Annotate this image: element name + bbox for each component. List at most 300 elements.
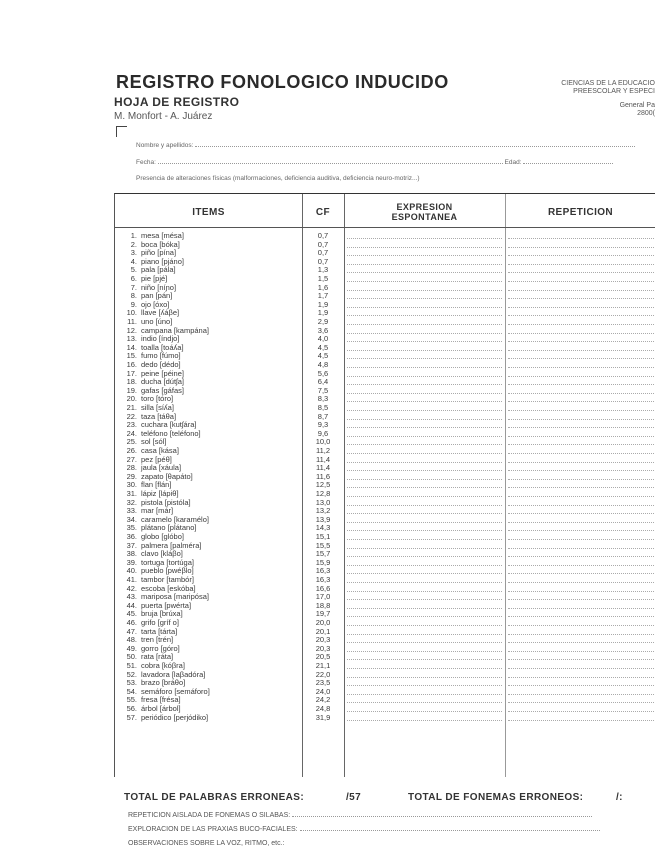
- form-corner-mark: [116, 126, 127, 137]
- expresion-entry[interactable]: [347, 341, 502, 342]
- item-cf: 12,5: [315, 480, 331, 490]
- table-row: [115, 309, 655, 318]
- repeticion-entry[interactable]: [508, 711, 654, 712]
- item-word: puerta [pwérta]: [141, 600, 192, 610]
- item-cf: 6,4: [317, 377, 329, 387]
- item-number: 11.: [127, 317, 137, 326]
- repeticion-entry[interactable]: [508, 685, 654, 686]
- table-row: [115, 567, 655, 576]
- repeticion-entry[interactable]: [508, 565, 654, 566]
- item-number: 42.: [126, 583, 137, 593]
- expresion-entry[interactable]: [347, 453, 502, 454]
- col-header-repeticion: REPETICION: [547, 207, 614, 218]
- repeticion-entry[interactable]: [508, 384, 654, 385]
- repeticion-entry[interactable]: [508, 530, 654, 531]
- publisher-line-3: General Pa: [619, 102, 655, 109]
- table-row: [115, 361, 655, 370]
- repeticion-entry[interactable]: [508, 694, 654, 695]
- repeticion-entry[interactable]: [508, 350, 654, 351]
- repeticion-entry[interactable]: [508, 616, 654, 617]
- total-fonemas-count[interactable]: /:: [616, 792, 623, 803]
- repeticion-entry[interactable]: [508, 367, 654, 368]
- table-row: [115, 610, 655, 619]
- date-age-field[interactable]: [136, 159, 655, 166]
- repeticion-entry[interactable]: [508, 264, 654, 265]
- expresion-entry[interactable]: [347, 513, 502, 514]
- item-cf: 24,2: [315, 695, 331, 705]
- item-cf: 0,7: [317, 248, 329, 258]
- item-number: 20.: [126, 394, 137, 404]
- item-word: silla [síʎa]: [141, 403, 174, 412]
- repeticion-entry[interactable]: [508, 333, 654, 334]
- expresion-entry[interactable]: [347, 608, 502, 609]
- item-number: 28.: [126, 463, 137, 473]
- table-row: [115, 714, 655, 723]
- item-cf: 10,0: [315, 437, 331, 447]
- expresion-entry[interactable]: [347, 333, 502, 334]
- repeticion-entry[interactable]: [508, 548, 654, 549]
- item-cf: 15,7: [315, 549, 331, 559]
- item-word: teléfono [teléfono]: [141, 428, 201, 438]
- publisher-line-4: 2800(: [637, 110, 655, 117]
- table-row: [115, 404, 655, 413]
- expresion-entry[interactable]: [347, 290, 502, 291]
- alterations-label: Presencia de alteraciones físicas (malformaciones, deficiencia auditiva, deficiencia neuro-motriz...): [136, 175, 420, 182]
- repeticion-entry[interactable]: [508, 599, 654, 600]
- expresion-entry[interactable]: [347, 462, 502, 463]
- repeticion-entry[interactable]: [508, 358, 654, 359]
- item-cf: 1,7: [317, 291, 329, 301]
- document-subtitle: HOJA DE REGISTRO: [114, 95, 240, 109]
- expresion-entry[interactable]: [347, 711, 502, 712]
- total-palabras-count[interactable]: /57: [346, 792, 362, 803]
- expresion-entry[interactable]: [347, 247, 502, 248]
- item-cf: 12,8: [315, 489, 331, 498]
- item-cf: 1,6: [317, 282, 329, 292]
- item-word: toalla [toáʎa]: [141, 342, 184, 352]
- expresion-entry[interactable]: [347, 677, 502, 678]
- publisher-line-1: CIENCIAS DE LA EDUCACIO: [561, 80, 655, 87]
- item-word: cuchara [kutʃára]: [141, 420, 197, 430]
- repeticion-entry[interactable]: [508, 556, 654, 557]
- table-row: [115, 576, 655, 585]
- item-word: piano [pjáno]: [141, 256, 184, 266]
- expresion-entry[interactable]: [347, 625, 502, 626]
- item-word: clavo [kláβo]: [141, 549, 183, 559]
- expresion-entry[interactable]: [347, 376, 502, 377]
- name-field[interactable]: [136, 142, 655, 149]
- item-number: 8.: [130, 291, 137, 301]
- repeticion-entry[interactable]: [508, 393, 654, 394]
- repeticion-entry[interactable]: [508, 539, 654, 540]
- expresion-entry[interactable]: [347, 384, 502, 385]
- expresion-entry[interactable]: [347, 634, 502, 635]
- repeticion-entry[interactable]: [508, 470, 654, 471]
- item-number: 6.: [130, 274, 137, 283]
- item-cf: 24,8: [315, 704, 331, 713]
- item-cf: 4,0: [317, 334, 329, 344]
- expresion-entry[interactable]: [347, 410, 502, 411]
- date-dots: [158, 163, 503, 164]
- item-number: 39.: [126, 557, 137, 567]
- item-number: 34.: [126, 514, 137, 524]
- item-cf: 0,7: [317, 231, 329, 240]
- item-number: 27.: [126, 454, 137, 464]
- table-row: [115, 352, 655, 361]
- item-number: 5.: [130, 265, 137, 275]
- item-word: mar [már]: [141, 506, 174, 516]
- item-word: dedo [dédo]: [141, 360, 181, 369]
- item-number: 30.: [126, 480, 137, 490]
- item-cf: 18,8: [315, 600, 331, 610]
- item-number: 44.: [126, 600, 137, 610]
- item-number: 13.: [126, 334, 137, 344]
- repeticion-entry[interactable]: [508, 642, 654, 643]
- repeticion-entry[interactable]: [508, 290, 654, 291]
- repeticion-entry[interactable]: [508, 608, 654, 609]
- repeticion-entry[interactable]: [508, 513, 654, 514]
- table-row: [115, 602, 655, 611]
- item-number: 25.: [126, 437, 137, 447]
- item-number: 52.: [126, 669, 137, 679]
- item-word: pie [pjé]: [141, 274, 168, 283]
- item-cf: 1,5: [317, 274, 329, 283]
- expresion-entry[interactable]: [347, 393, 502, 394]
- repeticion-entry[interactable]: [508, 591, 654, 592]
- item-cf: 9,3: [317, 420, 329, 430]
- item-word: indio [índjo]: [141, 334, 180, 344]
- item-number: 47.: [126, 626, 137, 636]
- item-number: 54.: [126, 686, 137, 696]
- expresion-entry[interactable]: [347, 367, 502, 368]
- repeticion-entry[interactable]: [508, 436, 654, 437]
- item-cf: 4,5: [317, 342, 329, 352]
- name-dots: [195, 146, 635, 147]
- item-number: 35.: [126, 523, 137, 533]
- repeticion-aislada-label: REPETICION AISLADA DE FONEMAS O SILABAS:: [128, 812, 291, 819]
- repeticion-entry[interactable]: [508, 651, 654, 652]
- item-word: casa [kása]: [141, 446, 179, 455]
- items-table: [114, 193, 655, 777]
- item-number: 55.: [126, 695, 137, 705]
- repeticion-entry[interactable]: [508, 505, 654, 506]
- item-cf: 31,9: [315, 712, 331, 722]
- expresion-entry[interactable]: [347, 307, 502, 308]
- repeticion-entry[interactable]: [508, 720, 654, 721]
- col-header-expresion: [344, 202, 505, 222]
- expresion-entry[interactable]: [347, 419, 502, 420]
- table-row: [115, 653, 655, 662]
- item-word: pueblo [pwéβlo]: [141, 566, 194, 576]
- repeticion-entry[interactable]: [508, 341, 654, 342]
- table-row: [115, 559, 655, 568]
- repeticion-entry[interactable]: [508, 272, 654, 273]
- table-row: [115, 395, 655, 404]
- table-row: [115, 438, 655, 447]
- item-word: semáforo [semáforo]: [141, 686, 210, 696]
- item-word: mesa [mésa]: [141, 231, 184, 240]
- item-word: periódico [perjódiko]: [141, 712, 209, 722]
- repeticion-entry[interactable]: [508, 281, 654, 282]
- item-number: 1.: [130, 231, 137, 240]
- repeticion-entry[interactable]: [508, 479, 654, 480]
- item-number: 9.: [130, 299, 137, 309]
- expresion-entry[interactable]: [347, 530, 502, 531]
- repeticion-entry[interactable]: [508, 324, 654, 325]
- item-number: 24.: [126, 428, 137, 438]
- item-number: 18.: [126, 377, 137, 387]
- expresion-entry[interactable]: [347, 401, 502, 402]
- expresion-entry[interactable]: [347, 324, 502, 325]
- repeticion-entry[interactable]: [508, 522, 654, 523]
- observaciones-field[interactable]: [128, 840, 655, 847]
- repeticion-entry[interactable]: [508, 307, 654, 308]
- item-cf: 0,7: [317, 256, 329, 266]
- expresion-entry[interactable]: [347, 427, 502, 428]
- item-number: 49.: [126, 643, 137, 653]
- item-number: 23.: [126, 420, 137, 430]
- repeticion-entry[interactable]: [508, 401, 654, 402]
- expresion-entry[interactable]: [347, 264, 502, 265]
- repeticion-entry[interactable]: [508, 238, 654, 239]
- col-header-expresion-line1: EXPRESION: [396, 202, 453, 212]
- item-number: 29.: [126, 471, 137, 481]
- item-cf: 17,0: [315, 592, 331, 602]
- item-cf: 2,9: [317, 317, 329, 326]
- table-row: [115, 473, 655, 482]
- table-row: [115, 490, 655, 499]
- item-word: cobra [kóβra]: [141, 661, 185, 670]
- repeticion-entry[interactable]: [508, 487, 654, 488]
- document-title: REGISTRO FONOLOGICO INDUCIDO: [116, 72, 449, 92]
- table-row: [115, 619, 655, 628]
- table-row: [115, 430, 655, 439]
- expresion-entry[interactable]: [347, 238, 502, 239]
- item-number: 45.: [126, 609, 137, 619]
- item-cf: 24,0: [315, 686, 331, 696]
- item-number: 41.: [126, 575, 137, 584]
- table-row: [115, 628, 655, 637]
- item-word: lápiz [lápiθ]: [141, 489, 179, 498]
- item-word: rata [ráta]: [141, 652, 174, 662]
- item-cf: 20,1: [315, 626, 331, 636]
- expresion-entry[interactable]: [347, 659, 502, 660]
- alterations-field[interactable]: [136, 175, 655, 182]
- repeticion-entry[interactable]: [508, 419, 654, 420]
- item-number: 15.: [126, 351, 137, 361]
- table-row: [115, 542, 655, 551]
- item-number: 43.: [126, 592, 137, 602]
- repeticion-entry[interactable]: [508, 444, 654, 445]
- table-row: [115, 481, 655, 490]
- item-word: campana [kampána]: [141, 325, 209, 335]
- item-number: 51.: [126, 661, 137, 670]
- item-cf: 15,1: [315, 532, 331, 541]
- expresion-entry[interactable]: [347, 522, 502, 523]
- item-word: tortuga [tortúga]: [141, 557, 194, 567]
- expresion-entry[interactable]: [347, 591, 502, 592]
- expresion-entry[interactable]: [347, 272, 502, 273]
- item-cf: 23,5: [315, 678, 331, 688]
- item-word: plátano [plátano]: [141, 523, 197, 533]
- repeticion-entry[interactable]: [508, 677, 654, 678]
- item-word: taza [táθa]: [141, 411, 177, 421]
- repeticion-entry[interactable]: [508, 496, 654, 497]
- table-row: [115, 241, 655, 250]
- name-label: Nombre y apellidos:: [136, 142, 194, 149]
- table-row: [115, 524, 655, 533]
- expresion-entry[interactable]: [347, 720, 502, 721]
- item-cf: 16,6: [315, 583, 331, 593]
- expresion-entry[interactable]: [347, 539, 502, 540]
- item-word: llave [ʎáβe]: [141, 308, 180, 318]
- repeticion-entry[interactable]: [508, 462, 654, 463]
- repeticion-entry[interactable]: [508, 376, 654, 377]
- expresion-entry[interactable]: [347, 487, 502, 488]
- praxias-field[interactable]: [128, 826, 655, 833]
- repeticion-aislada-dots: [292, 816, 592, 817]
- expresion-entry[interactable]: [347, 479, 502, 480]
- table-row: [115, 593, 655, 602]
- item-word: gafas [gáfas]: [141, 385, 184, 395]
- table-row: [115, 266, 655, 275]
- item-word: tambor [tambór]: [141, 575, 194, 584]
- item-word: escoba [eskóba]: [141, 583, 196, 593]
- table-row: [115, 671, 655, 680]
- repeticion-entry[interactable]: [508, 453, 654, 454]
- repeticion-entry[interactable]: [508, 255, 654, 256]
- repeticion-entry[interactable]: [508, 668, 654, 669]
- expresion-entry[interactable]: [347, 694, 502, 695]
- item-number: 12.: [126, 325, 137, 335]
- table-row: [115, 232, 655, 241]
- item-number: 33.: [126, 506, 137, 516]
- item-cf: 8,5: [317, 403, 329, 412]
- item-word: uno [úno]: [141, 317, 173, 326]
- item-number: 14.: [126, 342, 137, 352]
- item-cf: 1,9: [317, 308, 329, 318]
- expresion-entry[interactable]: [347, 573, 502, 574]
- expresion-entry[interactable]: [347, 548, 502, 549]
- authors: M. Monfort - A. Juárez: [114, 111, 213, 122]
- repeticion-entry[interactable]: [508, 410, 654, 411]
- expresion-entry[interactable]: [347, 315, 502, 316]
- item-cf: 16,3: [315, 566, 331, 576]
- expresion-entry[interactable]: [347, 582, 502, 583]
- item-word: grifo [gríf o]: [141, 618, 179, 627]
- item-cf: 16,3: [315, 575, 331, 584]
- expresion-entry[interactable]: [347, 350, 502, 351]
- repeticion-entry[interactable]: [508, 315, 654, 316]
- item-cf: 20,3: [315, 635, 331, 645]
- item-cf: 8,3: [317, 394, 329, 404]
- table-row: [115, 550, 655, 559]
- repeticion-entry[interactable]: [508, 573, 654, 574]
- repeticion-entry[interactable]: [508, 702, 654, 703]
- repeticion-aislada-field[interactable]: [128, 812, 655, 819]
- item-word: caramelo [karamélo]: [141, 514, 209, 524]
- table-row: [115, 636, 655, 645]
- repeticion-entry[interactable]: [508, 659, 654, 660]
- expresion-entry[interactable]: [347, 255, 502, 256]
- expresion-entry[interactable]: [347, 651, 502, 652]
- table-row: [115, 456, 655, 465]
- item-number: 26.: [126, 446, 137, 455]
- observaciones-label: OBSERVACIONES SOBRE LA VOZ, RITMO, etc.:: [128, 840, 285, 847]
- item-number: 7.: [130, 282, 137, 292]
- item-number: 31.: [126, 489, 137, 498]
- expresion-entry[interactable]: [347, 556, 502, 557]
- repeticion-entry[interactable]: [508, 247, 654, 248]
- item-number: 46.: [126, 618, 137, 627]
- item-number: 57.: [126, 712, 137, 722]
- item-number: 4.: [130, 256, 137, 266]
- expresion-entry[interactable]: [347, 642, 502, 643]
- expresion-entry[interactable]: [347, 565, 502, 566]
- item-cf: 13,9: [315, 514, 331, 524]
- item-cf: 4,5: [317, 351, 329, 361]
- expresion-entry[interactable]: [347, 436, 502, 437]
- repeticion-entry[interactable]: [508, 298, 654, 299]
- item-cf: 20,3: [315, 643, 331, 653]
- item-word: bruja [brúxa]: [141, 609, 183, 619]
- item-number: 19.: [126, 385, 137, 395]
- item-word: fresa [frésa]: [141, 695, 181, 705]
- expresion-entry[interactable]: [347, 444, 502, 445]
- expresion-entry[interactable]: [347, 298, 502, 299]
- item-number: 50.: [126, 652, 137, 662]
- repeticion-entry[interactable]: [508, 582, 654, 583]
- age-dots: [523, 163, 613, 164]
- item-number: 22.: [126, 411, 137, 421]
- item-cf: 3,6: [317, 325, 329, 335]
- item-cf: 1,9: [317, 299, 329, 309]
- expresion-entry[interactable]: [347, 599, 502, 600]
- item-word: pan [pán]: [141, 291, 173, 301]
- table-row: [115, 275, 655, 284]
- expresion-entry[interactable]: [347, 496, 502, 497]
- item-word: tarta [tárta]: [141, 626, 178, 636]
- expresion-entry[interactable]: [347, 505, 502, 506]
- item-word: brazo [bráθo]: [141, 678, 186, 688]
- repeticion-entry[interactable]: [508, 427, 654, 428]
- expresion-entry[interactable]: [347, 668, 502, 669]
- item-number: 37.: [126, 540, 137, 550]
- table-row: [115, 249, 655, 258]
- item-cf: 8,7: [317, 411, 329, 421]
- item-number: 36.: [126, 532, 137, 541]
- expresion-entry[interactable]: [347, 702, 502, 703]
- expresion-entry[interactable]: [347, 470, 502, 471]
- table-row: [115, 370, 655, 379]
- expresion-entry[interactable]: [347, 358, 502, 359]
- expresion-entry[interactable]: [347, 685, 502, 686]
- item-number: 40.: [126, 566, 137, 576]
- col-header-expresion-line2: ESPONTANEA: [391, 212, 458, 222]
- item-cf: 22,0: [315, 669, 331, 679]
- expresion-entry[interactable]: [347, 616, 502, 617]
- table-row: [115, 499, 655, 508]
- item-cf: 14,3: [315, 523, 331, 533]
- item-number: 53.: [126, 678, 137, 688]
- repeticion-entry[interactable]: [508, 634, 654, 635]
- expresion-entry[interactable]: [347, 281, 502, 282]
- total-palabras-label: TOTAL DE PALABRAS ERRONEAS:: [124, 792, 305, 803]
- item-word: niño [níɲo]: [141, 282, 177, 292]
- repeticion-entry[interactable]: [508, 625, 654, 626]
- item-number: 56.: [126, 704, 137, 713]
- item-number: 16.: [126, 360, 137, 369]
